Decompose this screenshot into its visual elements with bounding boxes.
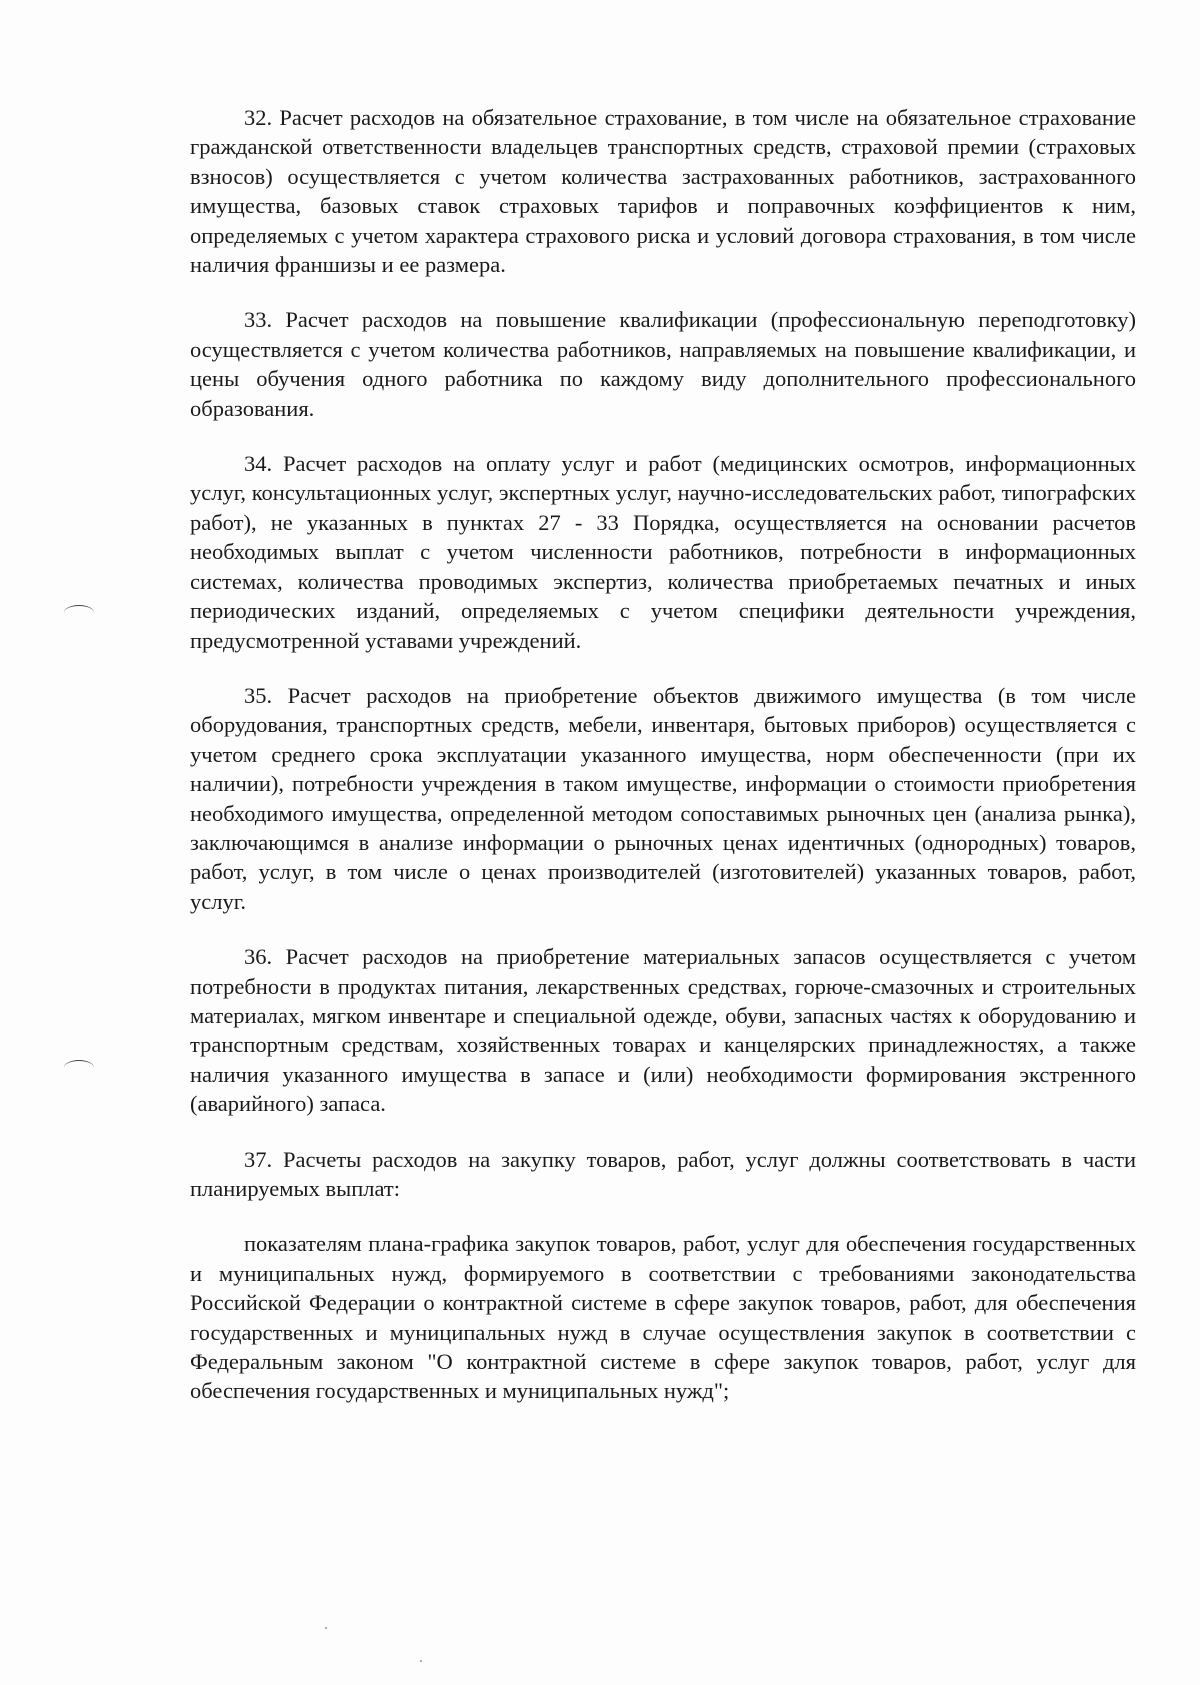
paragraph-35: 35. Расчет расходов на приобретение объектов движимого имущества (в том числе оборудования, транспортных средств, мебели, инвентаря, бытовых приборов) осуществляется с учетом среднего срока эксплуатации указанного имущества, норм обеспеченности (при их наличии), потребности учреждения в таком имуществе, информации о стоимости приобретения необходимого имущества, определенной методом сопоставимых рыночных цен (анализа рынка), заключающимся в анализе информации о рыночных ценах идентичных (однородных) товаров, работ, услуг, в том числе о ценах производителей (изготовителей) указанных товаров, работ, услуг. (190, 682, 1136, 914)
scan-speck (420, 1660, 422, 1662)
scan-speck (325, 1627, 327, 1629)
paragraph-37-item: показателям плана-графика закупок товаров, работ, услуг для обеспечения государственных и муниципальных нужд, формируемого в соответствии с требованиями законодательства Российской Федерации о контрактной системе в сфере закупок товаров, работ, для обеспечения государственных и муниципальных нужд в случае осуществления закупок в соответствии с Федеральным законом "О контрактной системе в сфере закупок товаров, работ, услуг для обеспечения государственных и муниципальных нужд"; (190, 1231, 1136, 1404)
scan-artifact-mark (64, 1060, 94, 1075)
scan-artifact-mark (64, 605, 94, 620)
paragraph-37: 37. Расчеты расходов на закупку товаров, работ, услуг должны соответствовать в части планируемых выплат: (190, 1146, 1136, 1201)
paragraph-36: 36. Расчет расходов на приобретение материальных запасов осуществляется с учетом потребности в продуктах питания, лекарственных средствах, горюче-смазочных и строительных материалах, мягком инвентаре и специальной одежде, обуви, запасных частях к оборудованию и транспортным средствам, хозяйственных товарах и канцелярских принадлежностях, а также наличия указанного имущества в запасе и (или) необходимости формирования экстренного (аварийного) запаса. (190, 944, 1136, 1117)
paragraph-32: 32. Расчет расходов на обязательное страхование, в том числе на обязательное страхование гражданской ответственности владельцев транспортных средств, страховой премии (страховых взносов) осуществляется с учетом количества застрахованных работников, застрахованного имущества, базовых ставок страховых тарифов и поправочных коэффициентов к ним, определяемых с учетом характера страхового риска и условий договора страхования, в том числе наличия франшизы и ее размера. (190, 105, 1136, 278)
document-body (190, 103, 1136, 1432)
paragraph-34: 34. Расчет расходов на оплату услуг и работ (медицинских осмотров, информационных услуг, консультационных услуг, экспертных услуг, научно-исследовательских работ, типографских работ), не указанных в пунктах 27 - 33 Порядка, осуществляется на основании расчетов необходимых выплат с учетом численности работников, потребности в информационных системах, количества проводимых экспертиз, количества приобретаемых печатных и иных периодических изданий, определяемых с учетом специфики деятельности учреждения, предусмотренной уставами учреждений. (190, 451, 1136, 653)
paragraph-33: 33. Расчет расходов на повышение квалификации (профессиональную переподготовку) осуществляется с учетом количества работников, направляемых на повышение квалификации, и цены обучения одного работника по каждому виду дополнительного профессионального образования. (190, 307, 1136, 421)
